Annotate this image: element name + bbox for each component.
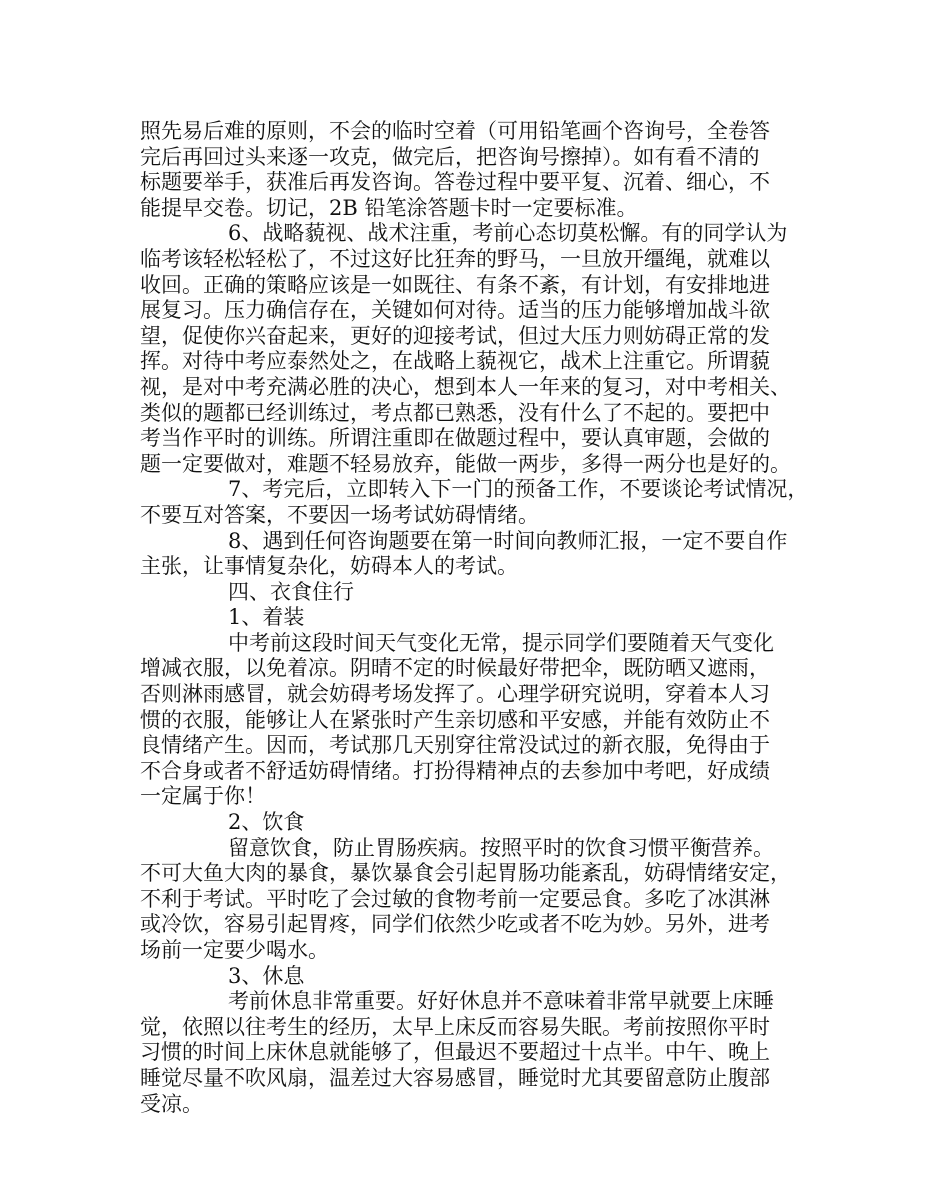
text-line: 完后再回过头来逐一攻克，做完后，把咨询号擦掉）。如有看不清的	[140, 144, 760, 169]
text-line: 良情绪产生。因而，考试那几天别穿往常没试过的新衣服，免得由于	[140, 733, 770, 758]
text-line: 习惯的时间上床休息就能够了，但最迟不要超过十点半。中午、晚上	[140, 1040, 770, 1065]
paragraph-start-line: 考前休息非常重要。好好休息并不意味着非常早就要上床睡	[228, 989, 774, 1014]
text-line: 一定属于你！	[140, 784, 266, 809]
paragraph-start-line: 留意饮食，防止胃肠疾病。按照平时的饮食习惯平衡营养。	[228, 835, 774, 860]
text-line: 不合身或者不舒适妨碍情绪。打扮得精神点的去参加中考吧，好成绩	[140, 758, 770, 783]
subsection-heading: 3、休息	[228, 963, 305, 988]
text-line: 类似的题都已经训练过，考点都已熟悉，没有什么了不起的。要把中	[140, 400, 770, 425]
paragraph-start-line: 中考前这段时间天气变化无常，提示同学们要随着天气变化	[228, 630, 774, 655]
text-line: 觉，依照以往考生的经历，太早上床反而容易失眠。考前按照你平时	[140, 1014, 770, 1039]
text-line: 照先易后难的原则，不会的临时空着（可用铅笔画个咨询号，全卷答	[140, 119, 770, 143]
text-line: 能提早交卷。切记，2B 铅笔涂答题卡时一定要标准。	[140, 195, 638, 220]
section-heading: 四、衣食住行	[228, 579, 354, 604]
text-line: 受凉。	[140, 1091, 203, 1116]
text-line: 或冷饮，容易引起胃疼，同学们依然少吃或者不吃为妙。另外，进考	[140, 912, 770, 937]
paragraph-start-line: 6、战略藐视、战术注重，考前心态切莫松懈。有的同学认为	[228, 221, 788, 246]
text-line: 睡觉尽量不吹风扇，温差过大容易感冒，睡觉时尤其要留意防止腹部	[140, 1065, 770, 1090]
paragraph-start-line: 7、考完后，立即转入下一门的预备工作，不要谈论考试情况，	[228, 477, 809, 502]
text-line: 增减衣服，以免着凉。阴晴不定的时候最好带把伞，既防晒又遮雨，	[140, 656, 770, 681]
text-line: 收回。正确的策略应该是一如既往、有条不紊，有计划，有安排地进	[140, 272, 770, 297]
text-line: 不要互对答案，不要因一场考试妨碍情绪。	[140, 502, 539, 527]
text-line: 标题要举手，获准后再发咨询。答卷过程中要平复、沉着、细心，不	[140, 170, 770, 195]
text-line: 临考该轻松轻松了，不过这好比狂奔的野马，一旦放开缰绳，就难以	[140, 246, 770, 271]
text-line: 不可大鱼大肉的暴食，暴饮暴食会引起胃肠功能紊乱，妨碍情绪安定，	[140, 861, 791, 886]
text-line: 不利于考试。平时吃了会过敏的食物考前一定要忌食。多吃了冰淇淋	[140, 886, 770, 911]
subsection-heading: 1、着装	[228, 605, 305, 630]
text-line: 望，促使你兴奋起来，更好的迎接考试，但过大压力则妨碍正常的发	[140, 323, 770, 348]
text-line: 考当作平时的训练。所谓注重即在做题过程中，要认真审题，会做的	[140, 426, 770, 451]
subsection-heading: 2、饮食	[228, 810, 305, 835]
text-line: 否则淋雨感冒，就会妨碍考场发挥了。心理学研究说明，穿着本人习	[140, 682, 770, 707]
paragraph-start-line: 8、遇到任何咨询题要在第一时间向教师汇报，一定不要自作	[228, 528, 788, 553]
text-line: 展复习。压力确信存在，关键如何对待。适当的压力能够增加战斗欲	[140, 298, 770, 323]
text-line: 主张，让事情复杂化，妨碍本人的考试。	[140, 554, 518, 579]
text-line: 场前一定要少喝水。	[140, 938, 329, 962]
body-text	[140, 119, 830, 1117]
text-line: 惯的衣服，能够让人在紧张时产生亲切感和平安感，并能有效防止不	[140, 707, 770, 732]
text-line: 题一定要做对，难题不轻易放弃，能做一两步，多得一两分也是好的。	[140, 451, 791, 476]
text-line: 挥。对待中考应泰然处之，在战略上藐视它，战术上注重它。所谓藐	[140, 349, 770, 374]
text-line: 视，是对中考充满必胜的决心，想到本人一年来的复习，对中考相关、	[140, 374, 791, 399]
